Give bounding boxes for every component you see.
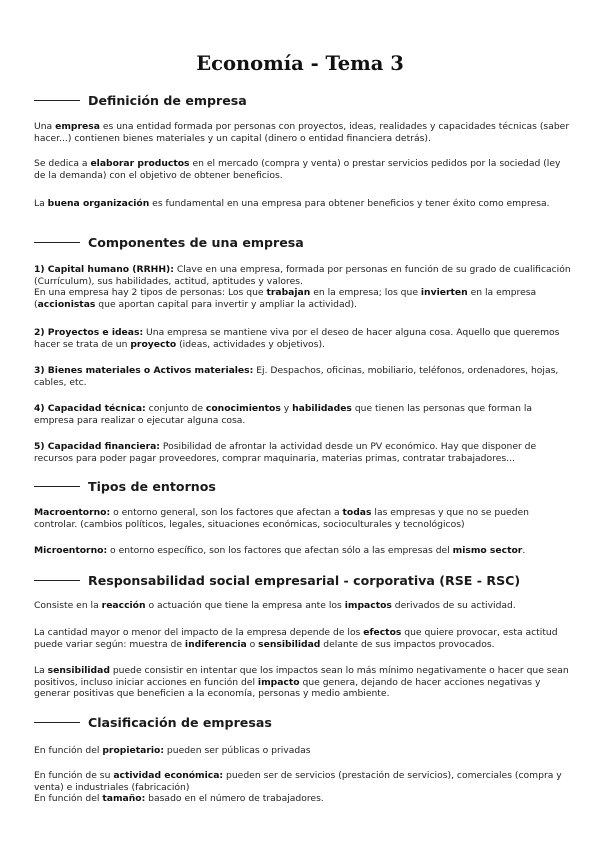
heading-rule bbox=[34, 100, 80, 101]
section-heading: Componentes de una empresa bbox=[34, 232, 304, 252]
emphasis-text: impactos bbox=[344, 600, 392, 611]
emphasis-text: todas bbox=[342, 507, 372, 518]
emphasis-text: habilidades bbox=[292, 403, 352, 414]
paragraph: 1) Capital humano (RRHH): Clave en una empresa, formada por personas en función de su grado de cualificación (Currículum), sus habilidades, actitud, aptitudes y valores. En una empresa hay 2 tipos de personas: Los que trabajan en la empresa; los que invierten en la empresa (accionistas que aportan capital para invertir y ampliar la actividad). bbox=[34, 264, 571, 310]
paragraph: Microentorno: o entorno específico, son los factores que afectan sólo a las empresas del mismo sector. bbox=[34, 545, 526, 556]
section-heading: Responsabilidad social empresarial - corporativa (RSE - RSC) bbox=[34, 570, 520, 590]
paragraph: En función de su actividad económica: pueden ser de servicios (prestación de servicios), comerciales (compra y venta) e industriales (fabricación) En función del tamaño: basado en el número de trabajadores. bbox=[34, 770, 562, 805]
paragraph: La cantidad mayor o menor del impacto de la empresa depende de los efectos que quiere provocar, esta actitud puede variar según: muestra de indiferencia o sensibilidad delante de sus impactos provocados. bbox=[34, 627, 558, 650]
emphasis-text: 4) Capacidad técnica: bbox=[34, 403, 146, 414]
emphasis-text: invierten bbox=[420, 287, 468, 299]
paragraph: 3) Bienes materiales o Activos materiales: Ej. Despachos, oficinas, mobiliario, teléfonos, ordenadores, hojas, cables, etc. bbox=[34, 365, 559, 388]
paragraph: En función del propietario: pueden ser públicas o privadas bbox=[34, 745, 311, 756]
emphasis-text: efectos bbox=[363, 627, 402, 638]
emphasis-text: accionistas bbox=[37, 298, 96, 310]
emphasis-text: conocimientos bbox=[205, 403, 281, 414]
emphasis-text: impacto bbox=[257, 676, 300, 688]
emphasis-text: mismo sector bbox=[452, 545, 523, 556]
emphasis-text: Microentorno: bbox=[34, 545, 108, 556]
paragraph: 5) Capacidad financiera: Posibilidad de afrontar la actividad desde un PV económico. Hay que disponer de recursos para poder pagar proveedores, comprar maquinaria, materias primas, contratar trabajadores... bbox=[34, 441, 537, 464]
emphasis-text: tamaño: bbox=[102, 793, 146, 805]
emphasis-text: 3) Bienes materiales o Activos materiales: bbox=[34, 365, 254, 376]
heading-rule bbox=[34, 242, 80, 243]
heading-rule bbox=[34, 580, 80, 581]
emphasis-text: buena organización bbox=[47, 198, 150, 209]
heading-rule bbox=[34, 722, 80, 723]
heading-rule bbox=[34, 486, 80, 487]
emphasis-text: 2) Proyectos e ideas: bbox=[34, 327, 144, 338]
paragraph: Consiste en la reacción o actuación que tiene la empresa ante los impactos derivados de su actividad. bbox=[34, 600, 516, 611]
emphasis-text: 1) Capital humano (RRHH): bbox=[34, 264, 174, 275]
emphasis-text: Macroentorno: bbox=[34, 507, 111, 518]
emphasis-text: elaborar productos bbox=[90, 158, 190, 169]
section-heading: Tipos de entornos bbox=[34, 476, 216, 496]
emphasis-text: trabajan bbox=[266, 287, 311, 299]
emphasis-text: empresa bbox=[55, 121, 100, 132]
paragraph: 4) Capacidad técnica: conjunto de conocimientos y habilidades que tienen las personas que forman la empresa para realizar o ejecutar alguna cosa. bbox=[34, 403, 533, 426]
page-title: Economía - Tema 3 bbox=[196, 52, 404, 75]
emphasis-text: 5) Capacidad financiera: bbox=[34, 441, 160, 452]
paragraph: La sensibilidad puede consistir en intentar que los impactos sean lo más mínimo negativamente o hacer que sean positivos, incluso iniciar acciones en función del impacto que genera, dejando de hacer acciones negativas y generar positivas que beneficien a la economía, personas y medio ambiente. bbox=[34, 665, 569, 700]
paragraph: Macroentorno: o entorno general, son los factores que afectan a todas las empresas y que no se pueden controlar. (cambios políticos, legales, situaciones económicas, socioculturales y tecnológicos) bbox=[34, 507, 529, 530]
section-heading: Definición de empresa bbox=[34, 90, 247, 110]
paragraph: Se dedica a elaborar productos en el mercado (compra y venta) o prestar servicios pedidos por la sociedad (ley de la demanda) con el objetivo de obtener beneficios. bbox=[34, 158, 561, 181]
emphasis-text: sensibilidad bbox=[47, 665, 110, 676]
emphasis-text: reacción bbox=[101, 600, 146, 611]
emphasis-text: actividad económica: bbox=[113, 770, 224, 781]
emphasis-text: proyecto bbox=[130, 338, 177, 350]
emphasis-text: indiferencia bbox=[184, 638, 247, 650]
paragraph: La buena organización es fundamental en una empresa para obtener beneficios y tener éxito como empresa. bbox=[34, 198, 550, 209]
section-heading: Clasificación de empresas bbox=[34, 712, 272, 732]
paragraph: Una empresa es una entidad formada por personas con proyectos, ideas, realidades y capacidades técnicas (saber hacer...) contienen bienes materiales y un capital (dinero o entidad financiera detrás). bbox=[34, 121, 570, 144]
emphasis-text: propietario: bbox=[102, 745, 164, 756]
emphasis-text: sensibilidad bbox=[258, 638, 321, 650]
paragraph: 2) Proyectos e ideas: Una empresa se mantiene viva por el deseo de hacer alguna cosa. Aquello que queremos hacer se trata de un proyecto (ideas, actividades y objetivos). bbox=[34, 327, 560, 350]
